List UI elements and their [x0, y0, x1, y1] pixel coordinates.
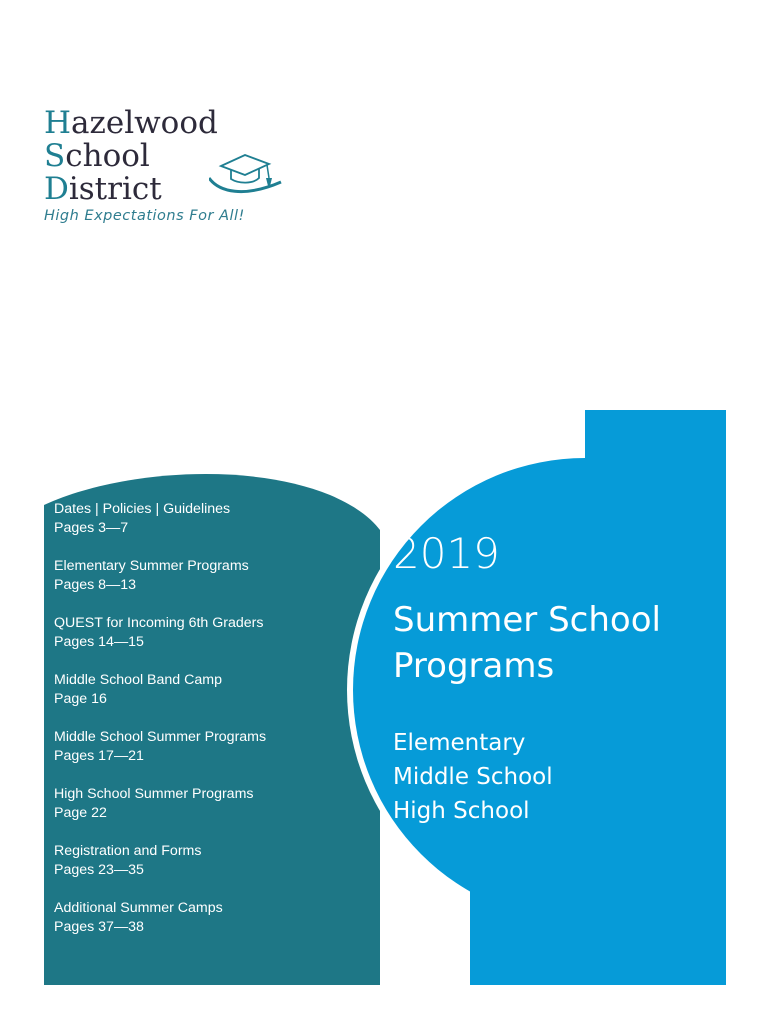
table-of-contents: [54, 500, 314, 956]
logo-line-school: School: [44, 138, 150, 174]
toc-item-title: Additional Summer Camps: [54, 900, 223, 916]
graduation-cap-icon: [209, 142, 289, 202]
school-levels: [393, 726, 553, 828]
toc-item-title: Middle School Band Camp: [54, 672, 222, 688]
toc-item: [54, 842, 314, 880]
cover-title-line: Summer School: [393, 600, 661, 640]
toc-item-pages: Pages 8—13: [54, 577, 137, 593]
cover-year: 2019: [393, 529, 500, 578]
toc-item-title: Elementary Summer Programs: [54, 558, 249, 574]
toc-item-pages: Pages 23—35: [54, 862, 144, 878]
toc-item: [54, 728, 314, 766]
toc-item-title: Dates | Policies | Guidelines: [54, 501, 231, 517]
cover-title-line: Programs: [393, 646, 555, 686]
toc-item: [54, 500, 314, 538]
toc-item-pages: Pages 37—38: [54, 919, 144, 935]
toc-item-pages: Pages 17—21: [54, 748, 144, 764]
toc-item: [54, 785, 314, 823]
logo-line-district: District: [44, 171, 162, 207]
district-logo: [44, 98, 284, 238]
toc-item-pages: Pages 3—7: [54, 520, 129, 536]
toc-item-pages: Pages 14—15: [54, 634, 144, 650]
toc-item-pages: Page 16: [54, 691, 107, 707]
toc-item: [54, 671, 314, 709]
level-elementary: Elementary: [393, 730, 526, 756]
toc-item: [54, 899, 314, 937]
toc-item-title: QUEST for Incoming 6th Graders: [54, 615, 264, 631]
toc-item-pages: Page 22: [54, 805, 107, 821]
level-middle-school: Middle School: [393, 764, 553, 790]
toc-item-title: Registration and Forms: [54, 843, 202, 859]
toc-item-title: High School Summer Programs: [54, 786, 254, 802]
logo-line-hazelwood: Hazelwood: [44, 105, 218, 141]
level-high-school: High School: [393, 798, 530, 824]
cover-title: [393, 597, 713, 689]
toc-item-title: Middle School Summer Programs: [54, 729, 267, 745]
logo-tagline: High Expectations For All!: [44, 208, 245, 224]
toc-item: [54, 557, 314, 595]
toc-item: [54, 614, 314, 652]
